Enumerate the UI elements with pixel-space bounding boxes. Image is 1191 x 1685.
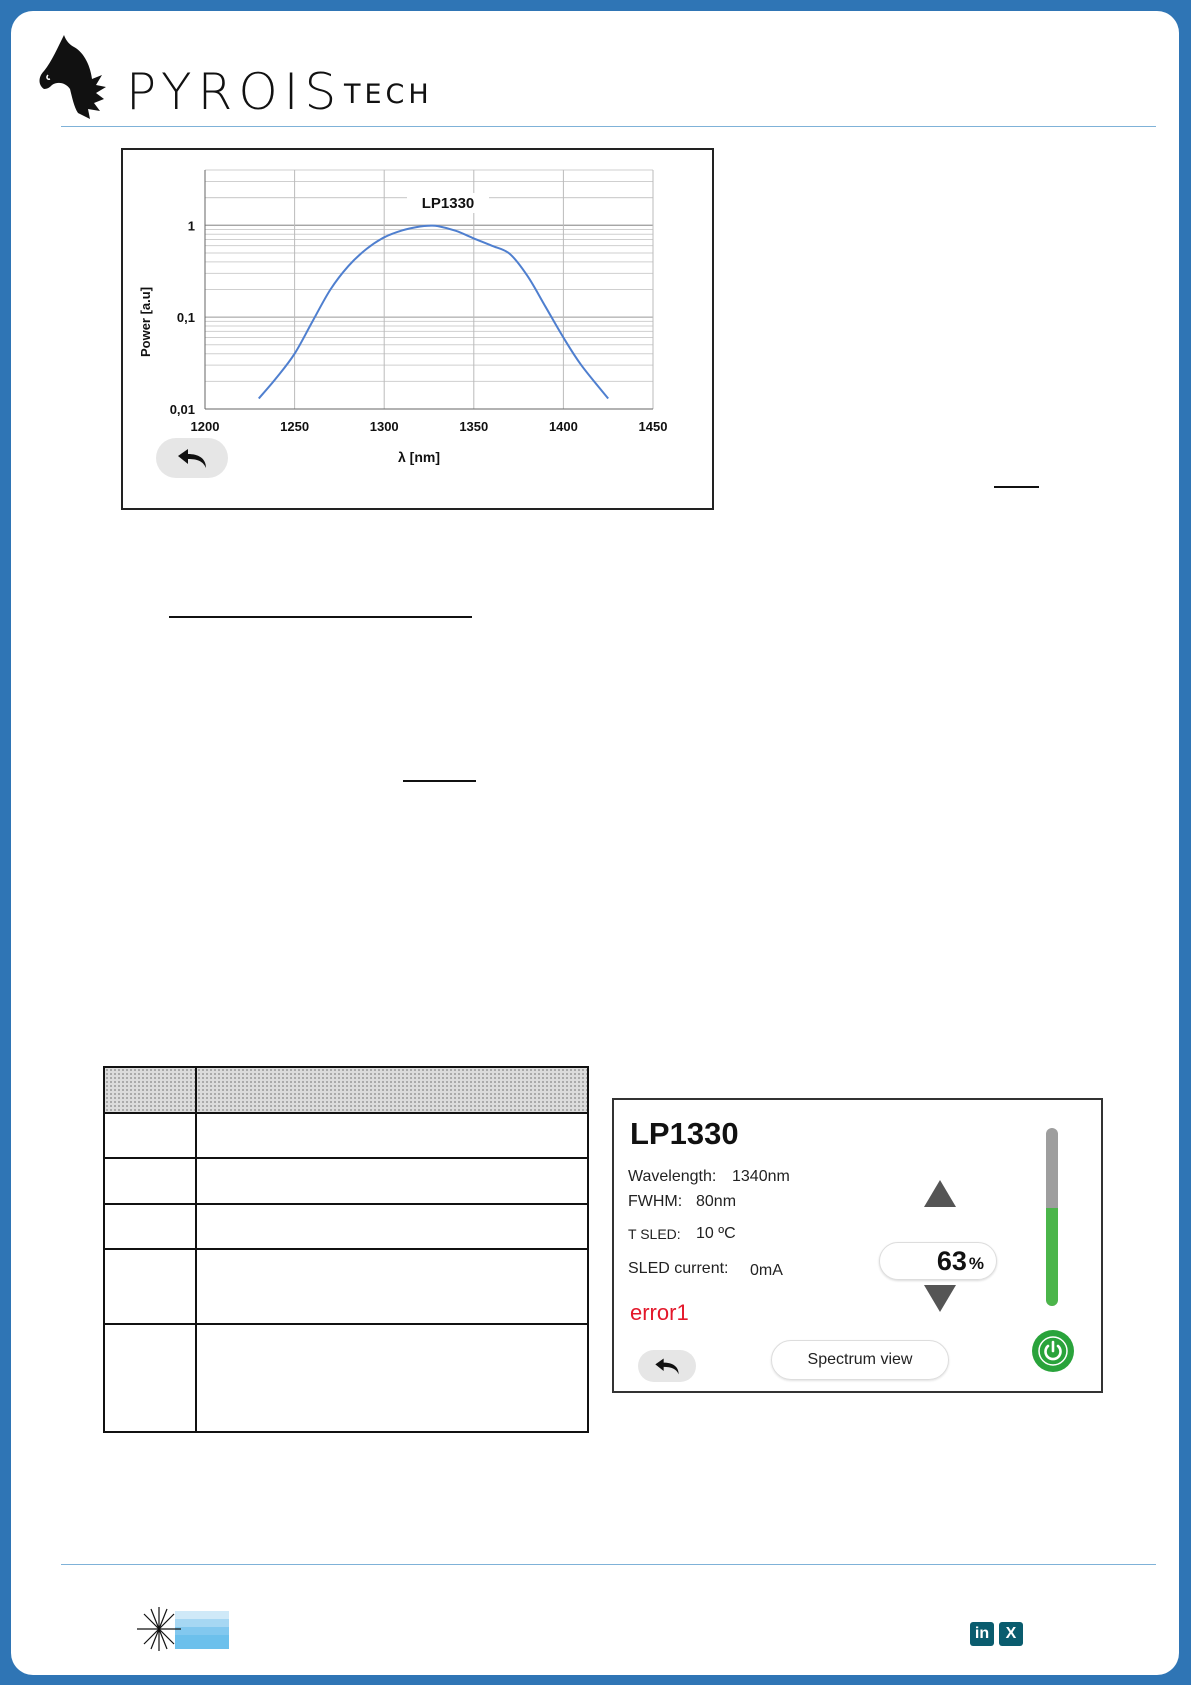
error-message: error1 <box>630 1300 689 1325</box>
brand-name: PYROIS <box>126 63 343 121</box>
wavelength-value: 1340nm <box>732 1168 790 1185</box>
series-line <box>259 226 608 399</box>
decrease-arrow-icon[interactable] <box>924 1285 956 1312</box>
power-percent-display <box>879 1242 997 1280</box>
horse-head-icon <box>26 27 126 127</box>
brand-suffix: TECH <box>344 79 433 110</box>
tsled-label: T SLED: <box>628 1226 681 1242</box>
sled-current-label: SLED current: <box>628 1260 729 1277</box>
footer-divider <box>61 1564 1156 1565</box>
chart-back-button[interactable] <box>156 438 228 478</box>
table-cell <box>104 1249 196 1324</box>
laser-star-icon <box>123 1607 243 1651</box>
spectrum-chart-screenshot <box>121 148 714 510</box>
power-icon <box>1037 1335 1069 1367</box>
power-percent-unit: % <box>968 1254 984 1273</box>
x-tick-label: 1400 <box>548 419 578 434</box>
table-cell <box>196 1113 588 1158</box>
xing-icon[interactable]: X <box>999 1622 1023 1646</box>
spectrum-view-button[interactable]: Spectrum view <box>771 1340 949 1380</box>
document-page <box>11 11 1179 1675</box>
table-cell <box>104 1158 196 1204</box>
x-axis-label: λ [nm] <box>398 449 440 465</box>
table-header-cell <box>196 1067 588 1113</box>
chart-title: LP1330 <box>421 195 475 212</box>
text-underline <box>403 780 476 782</box>
sled-current-value: 0mA <box>750 1262 783 1279</box>
x-tick-label: 1300 <box>369 419 399 434</box>
back-arrow-icon <box>650 1356 684 1376</box>
table-cell <box>104 1204 196 1249</box>
y-tick-label: 0,1 <box>176 310 195 326</box>
footer-laser-logo <box>123 1607 243 1651</box>
panel-back-button[interactable] <box>638 1350 696 1382</box>
table-row <box>104 1113 588 1158</box>
text-underline <box>994 486 1039 488</box>
table-header-cell <box>104 1067 196 1113</box>
power-level-bar <box>1046 1128 1058 1306</box>
power-percent-value: 63 <box>936 1245 967 1276</box>
x-tick-label: 1250 <box>280 419 310 434</box>
spec-table <box>103 1066 589 1433</box>
fwhm-label: FWHM: <box>628 1193 683 1210</box>
pyrois-logo <box>26 27 446 137</box>
table-cell <box>104 1324 196 1432</box>
y-tick-label: 0,01 <box>169 402 195 417</box>
back-arrow-icon <box>172 446 212 470</box>
y-tick-label: 1 <box>187 218 195 234</box>
fwhm-value: 80nm <box>696 1193 737 1210</box>
table-cell <box>196 1158 588 1204</box>
power-level-fill <box>1046 1208 1058 1306</box>
table-cell <box>196 1249 588 1324</box>
table-cell <box>104 1113 196 1158</box>
table-header-row <box>104 1067 588 1113</box>
x-tick-label: 1200 <box>190 419 220 434</box>
panel-title: LP1330 <box>630 1116 739 1151</box>
y-axis-label: Power [a.u] <box>138 286 153 358</box>
power-button[interactable] <box>1032 1330 1074 1372</box>
table-row <box>104 1204 588 1249</box>
device-control-panel <box>612 1098 1103 1393</box>
wavelength-label: Wavelength: <box>628 1168 717 1185</box>
table-row <box>104 1324 588 1432</box>
table-row <box>104 1249 588 1324</box>
increase-arrow-icon[interactable] <box>924 1180 956 1207</box>
x-tick-label: 1450 <box>638 419 668 434</box>
linkedin-icon[interactable]: in <box>970 1622 994 1646</box>
table-cell <box>196 1204 588 1249</box>
table-cell <box>196 1324 588 1432</box>
tsled-value: 10 ºC <box>696 1225 736 1242</box>
table-row <box>104 1158 588 1204</box>
x-tick-label: 1350 <box>459 419 489 434</box>
text-underline <box>169 616 472 618</box>
header-divider <box>61 126 1156 127</box>
